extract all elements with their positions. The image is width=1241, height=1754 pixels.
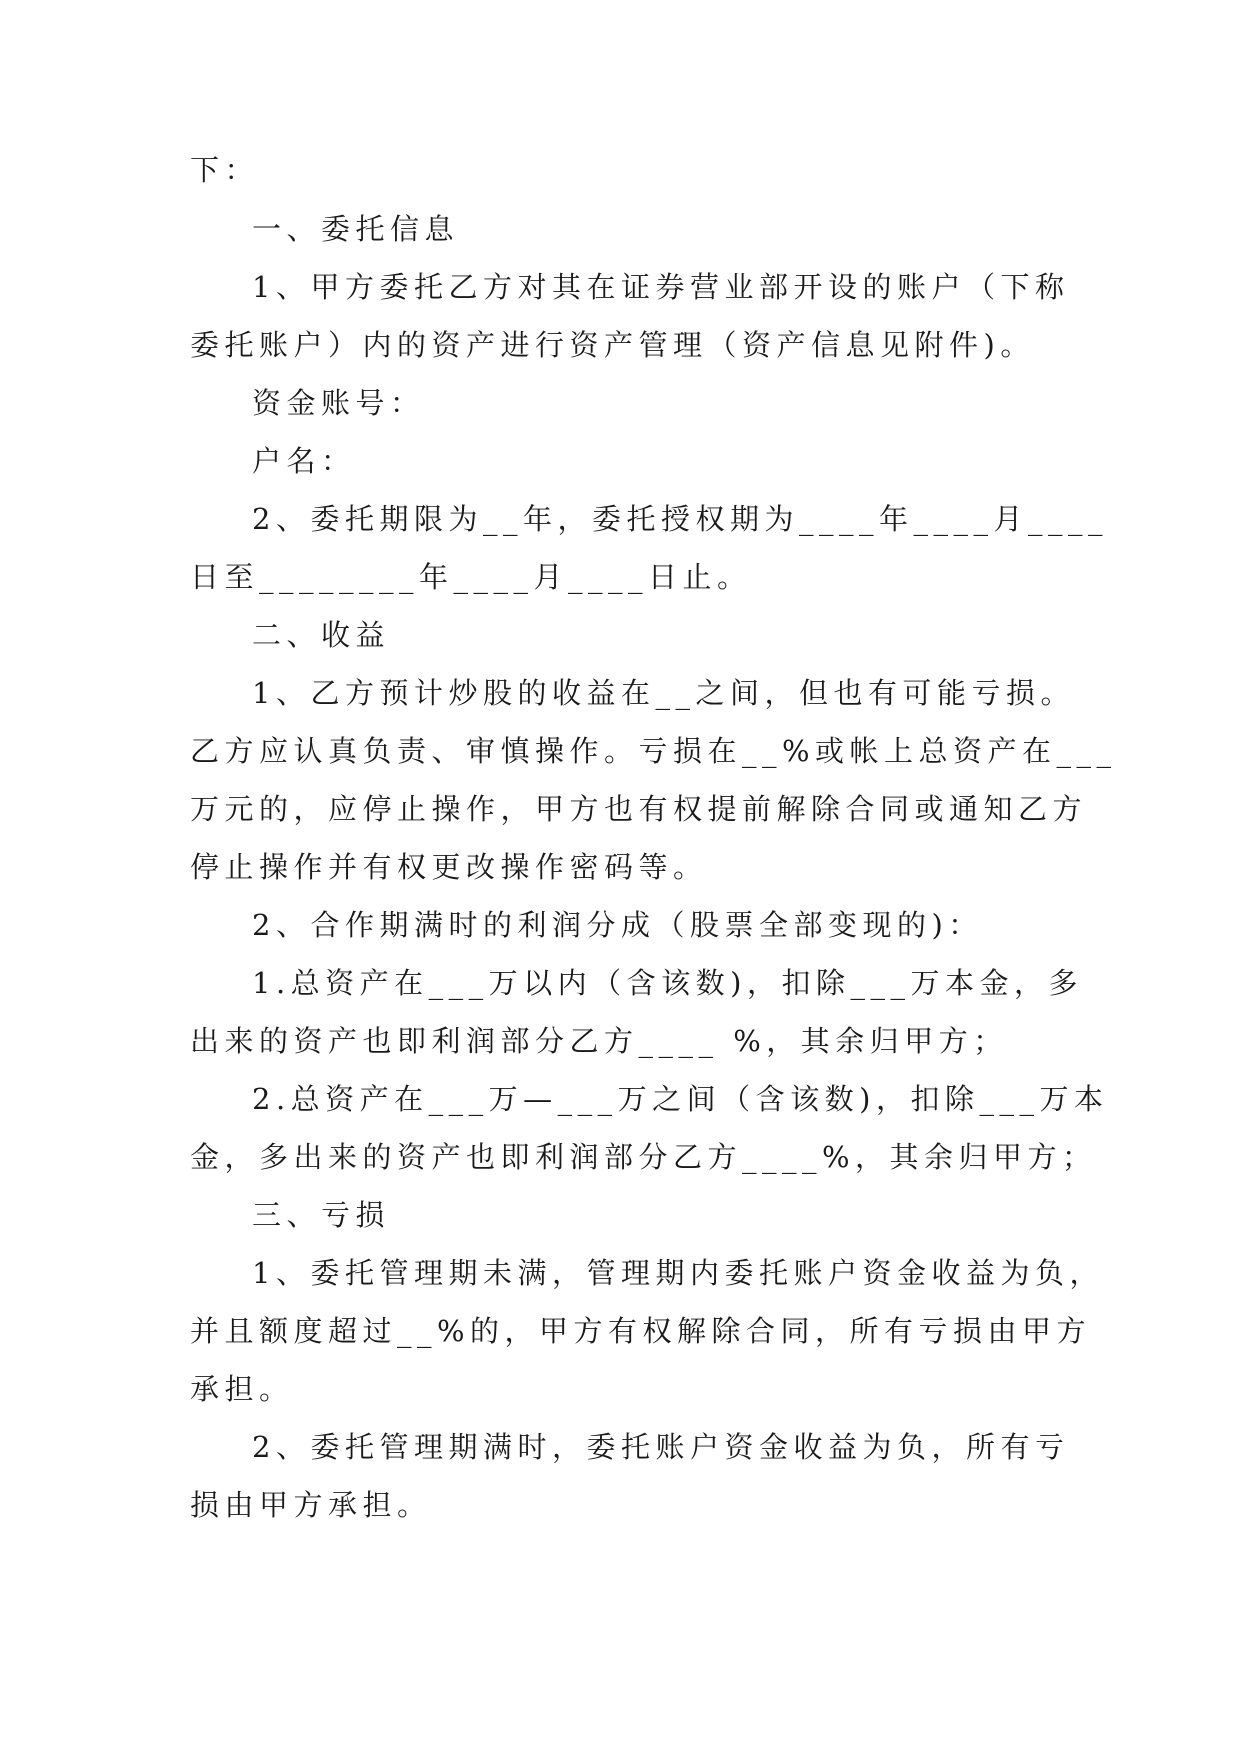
paragraph-line: 停止操作并有权更改操作密码等。	[190, 850, 708, 884]
paragraph-line: 乙方应认真负责、审慎操作。亏损在__%或帐上总资产在___	[190, 734, 1117, 768]
paragraph-line: 2、委托期限为__年，委托授权期为____年____月____	[252, 502, 1108, 536]
paragraph-line: 1、甲方委托乙方对其在证券营业部开设的账户（下称	[252, 270, 1070, 304]
paragraph-line: 2、合作期满时的利润分成（股票全部变现的)：	[252, 908, 983, 942]
paragraph-line: 损由甲方承担。	[190, 1488, 432, 1522]
field-label: 户名：	[252, 444, 356, 478]
text-line: 下：	[190, 153, 260, 187]
paragraph-line: 1、委托管理期未满，管理期内委托账户资金收益为负，	[252, 1256, 1104, 1290]
section-heading: 三、亏损	[252, 1198, 391, 1232]
paragraph-line: 万元的，应停止操作，甲方也有权提前解除合同或通知乙方	[190, 792, 1088, 826]
paragraph-line: 日至________年____月____日止。	[190, 560, 752, 594]
section-heading: 二、收益	[252, 618, 391, 652]
paragraph-line: 金，多出来的资产也即利润部分乙方____%，其余归甲方；	[190, 1140, 1097, 1174]
paragraph-line: 2.总资产在___万—___万之间（含该数)，扣除___万本	[252, 1082, 1109, 1116]
field-label: 资金账号：	[252, 386, 425, 420]
paragraph-line: 出来的资产也即利润部分乙方____ %，其余归甲方；	[190, 1024, 1008, 1058]
section-heading: 一、委托信息	[252, 212, 460, 246]
paragraph-line: 承担。	[190, 1372, 294, 1406]
paragraph-line: 2、委托管理期满时，委托账户资金收益为负，所有亏	[252, 1430, 1070, 1464]
paragraph-line: 1、乙方预计炒股的收益在__之间，但也有可能亏损。	[252, 676, 1075, 710]
paragraph-line: 1.总资产在___万以内（含该数)，扣除___万本金，多	[252, 966, 1083, 1000]
paragraph-line: 并且额度超过__%的，甲方有权解除合同，所有亏损由甲方	[190, 1314, 1092, 1348]
paragraph-line: 委托账户）内的资产进行资产管理（资产信息见附件)。	[190, 328, 1035, 362]
